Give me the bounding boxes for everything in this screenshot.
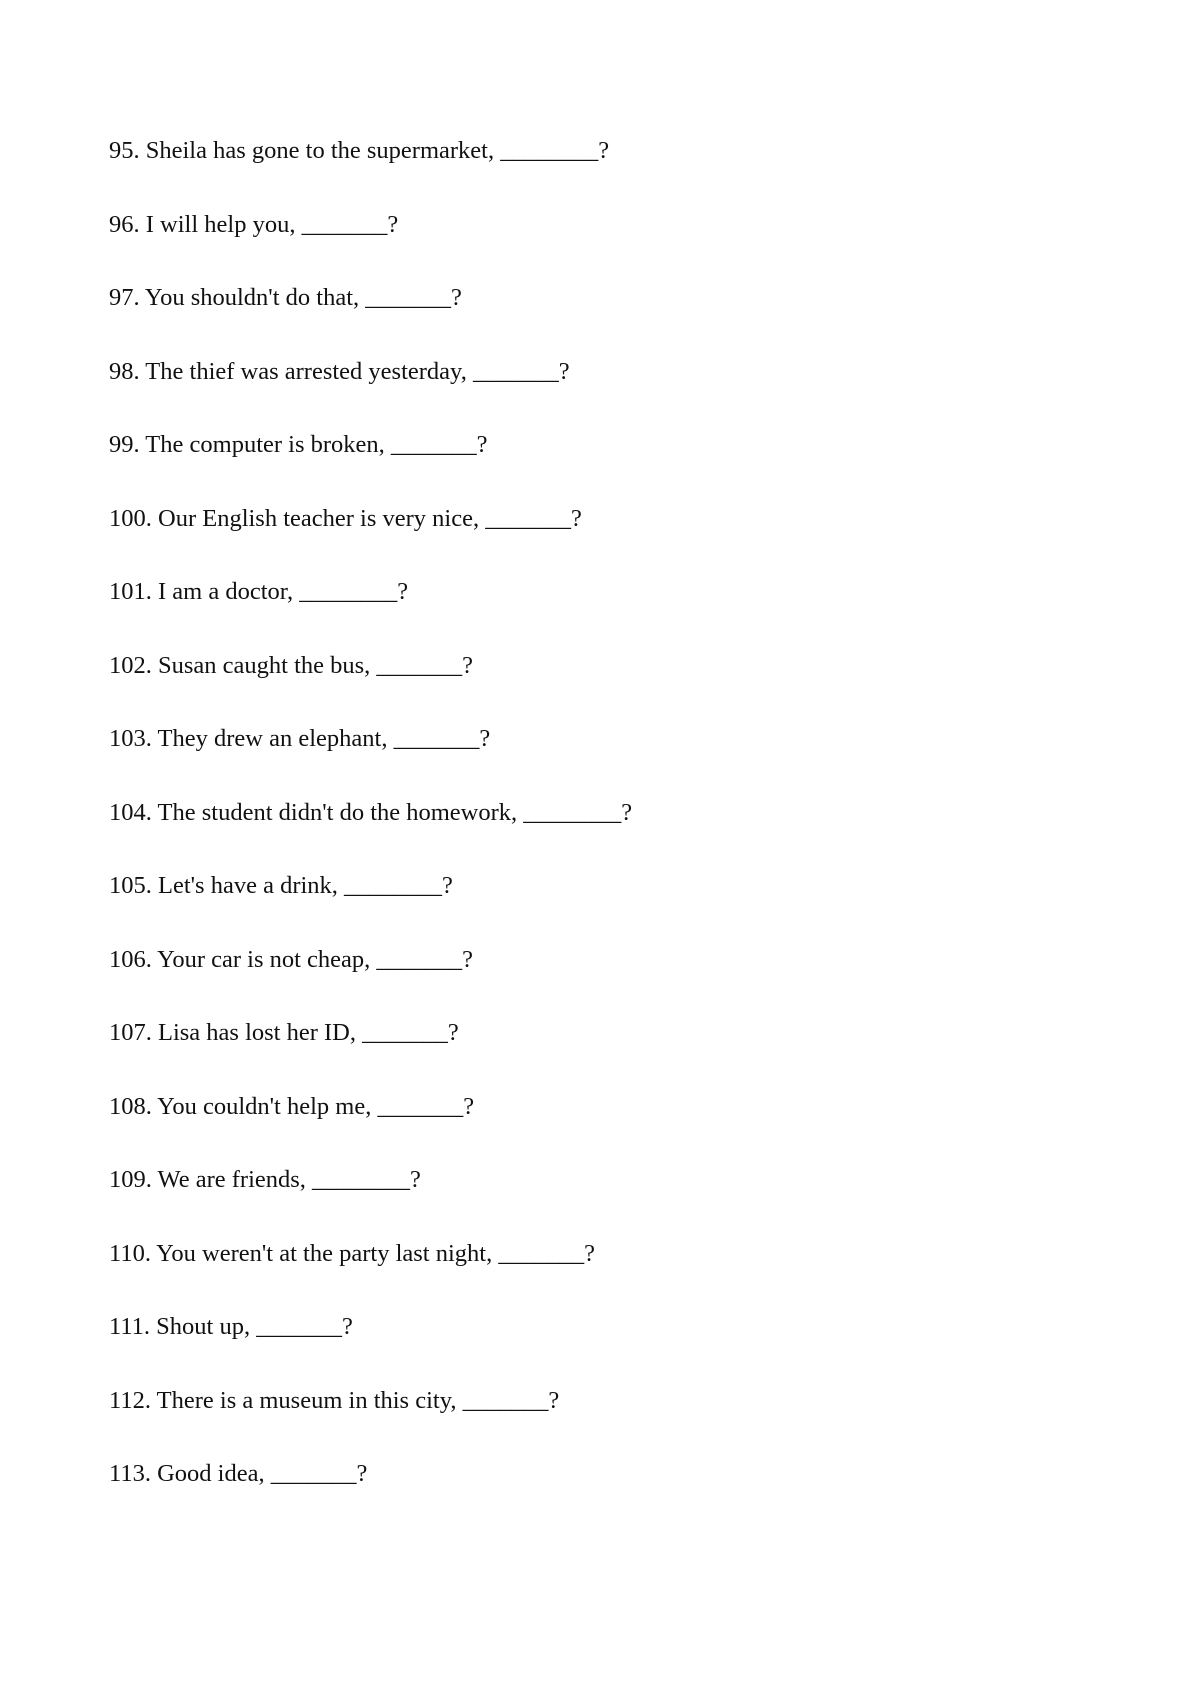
question-104: 104. The student didn't do the homework, ________? (109, 798, 633, 826)
question-100: 100. Our English teacher is very nice, _______? (109, 504, 582, 532)
question-109: 109. We are friends, ________? (109, 1166, 421, 1193)
question-112: 112. There is a museum in this city, _______? (109, 1386, 560, 1414)
question-98: 98. The thief was arrested yesterday, _______? (109, 357, 570, 385)
question-111: 111. Shout up, _______? (109, 1313, 353, 1340)
question-95: 95. Sheila has gone to the supermarket, ________? (109, 137, 610, 164)
question-96: 96. I will help you, _______? (109, 210, 399, 238)
question-106: 106. Your car is not cheap, _______? (109, 945, 474, 973)
question-103: 103. They drew an elephant, _______? (109, 725, 491, 752)
question-list (109, 137, 633, 1537)
question-99: 99. The computer is broken, _______? (109, 431, 488, 458)
question-107: 107. Lisa has lost her ID, _______? (109, 1019, 459, 1046)
question-113: 113. Good idea, _______? (109, 1460, 368, 1487)
question-108: 108. You couldn't help me, _______? (109, 1092, 475, 1120)
question-105: 105. Let's have a drink, ________? (109, 872, 453, 899)
question-97: 97. You shouldn't do that, _______? (109, 284, 462, 311)
question-110: 110. You weren't at the party last night, _______? (109, 1239, 595, 1267)
question-102: 102. Susan caught the bus, _______? (109, 651, 474, 679)
question-101: 101. I am a doctor, ________? (109, 578, 409, 605)
